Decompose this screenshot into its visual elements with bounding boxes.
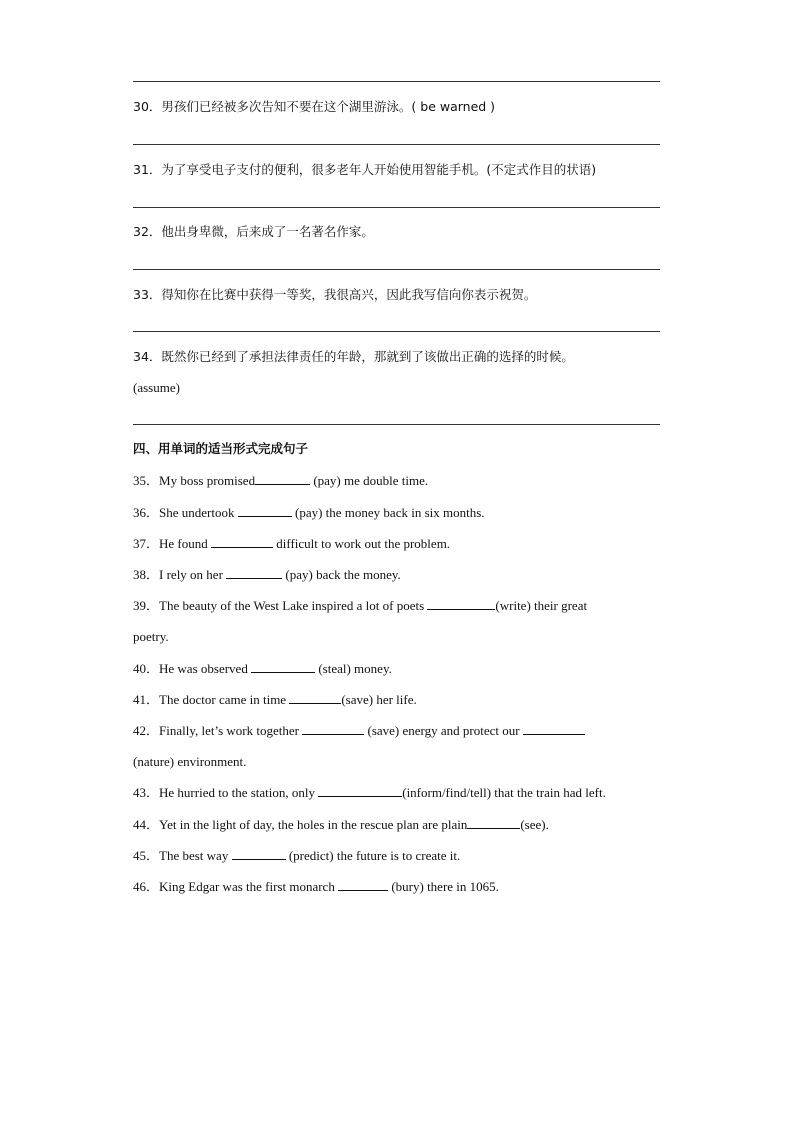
question-number: 35． xyxy=(133,473,160,488)
question-number: 41． xyxy=(133,692,160,707)
question-33: 33．得知你在比赛中获得一等奖，我很高兴，因此我写信向你表示祝贺。 xyxy=(133,287,537,302)
question-37: 37．He found difficult to work out the problem. xyxy=(133,536,451,551)
question-46: 46．King Edgar was the first monarch (bury) there in 1065. xyxy=(133,879,499,894)
question-39-continuation: poetry. xyxy=(133,629,169,644)
question-number: 44． xyxy=(133,817,160,832)
question-41: 41．The doctor came in time (save) her life. xyxy=(133,692,417,707)
question-number: 43． xyxy=(133,785,160,800)
question-34: 34．既然你已经到了承担法律责任的年龄，那就到了该做出正确的选择的时候。 xyxy=(133,349,574,364)
question-number: 46． xyxy=(133,879,160,894)
question-32: 32．他出身卑微，后来成了一名著名作家。 xyxy=(133,224,374,239)
fill-blank[interactable] xyxy=(467,816,520,829)
question-number: 36． xyxy=(133,505,160,520)
question-36: 36．She undertook (pay) the money back in six months. xyxy=(133,505,485,520)
answer-line xyxy=(133,81,660,82)
question-number: 42． xyxy=(133,723,160,738)
fill-blank[interactable] xyxy=(211,535,273,548)
question-34-continuation: (assume) xyxy=(133,380,180,395)
question-number: 38． xyxy=(133,567,160,582)
question-42-continuation: (nature) environment. xyxy=(133,754,247,769)
question-number: 45． xyxy=(133,848,160,863)
fill-blank[interactable] xyxy=(255,472,310,485)
question-43: 43．He hurried to the station, only (inform/find/tell) that the train had left. xyxy=(133,785,606,800)
question-45: 45．The best way (predict) the future is to create it. xyxy=(133,848,461,863)
fill-blank[interactable] xyxy=(232,847,286,860)
question-44: 44．Yet in the light of day, the holes in the rescue plan are plain (see). xyxy=(133,817,549,832)
question-40: 40．He was observed (steal) money. xyxy=(133,661,392,676)
fill-blank[interactable] xyxy=(318,784,402,797)
fill-blank[interactable] xyxy=(226,566,282,579)
answer-line xyxy=(133,424,660,425)
fill-blank[interactable] xyxy=(338,878,388,891)
fill-blank[interactable] xyxy=(523,722,585,735)
fill-blank[interactable] xyxy=(238,504,292,517)
answer-line xyxy=(133,269,660,270)
question-30: 30．男孩们已经被多次告知不要在这个湖里游泳。( be warned ) xyxy=(133,99,496,114)
answer-line xyxy=(133,207,660,208)
answer-line xyxy=(133,331,660,332)
question-38: 38．I rely on her (pay) back the money. xyxy=(133,567,401,582)
question-42: 42．Finally, let’s work together (save) energy and protect our xyxy=(133,722,673,740)
answer-line xyxy=(133,144,660,145)
question-number: 37． xyxy=(133,536,160,551)
question-number: 40． xyxy=(133,661,160,676)
question-39: 39．The beauty of the West Lake inspired a lot of poets (write) their great xyxy=(133,598,588,613)
fill-blank[interactable] xyxy=(251,660,315,673)
question-35: 35．My boss promised (pay) me double time. xyxy=(133,473,429,488)
fill-blank[interactable] xyxy=(289,691,341,704)
fill-blank[interactable] xyxy=(302,722,364,735)
question-31: 31．为了享受电子支付的便利，很多老年人开始使用智能手机。(不定式作目的状语) xyxy=(133,162,597,177)
question-number: 39． xyxy=(133,598,160,613)
fill-blank[interactable] xyxy=(427,597,495,610)
section-heading: 四、用单词的适当形式完成句子 xyxy=(133,441,309,456)
